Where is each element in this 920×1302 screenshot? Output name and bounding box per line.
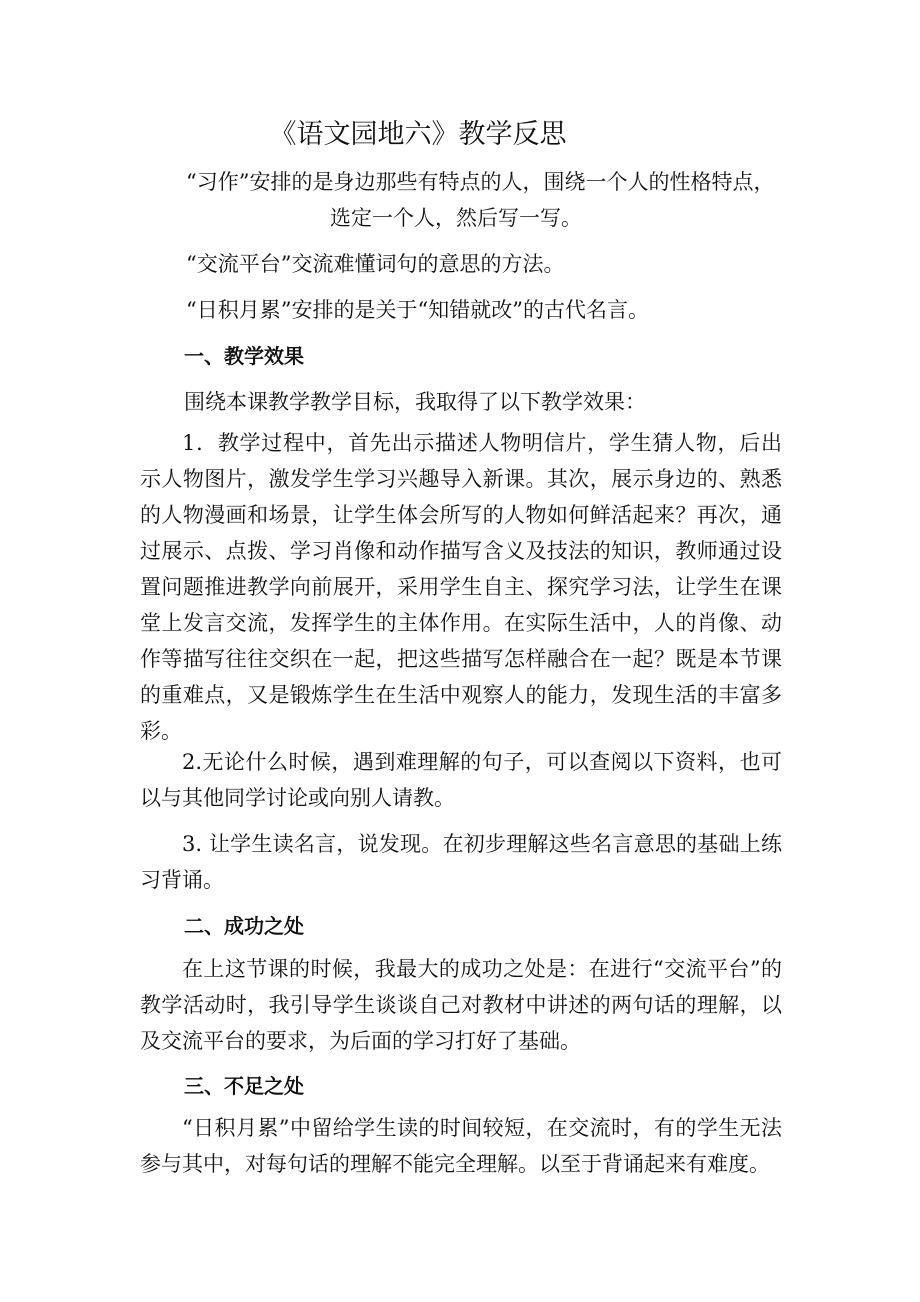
section-3-body: “日积月累”中留给学生读的时间较短，在交流时，有的学生无法参与其中，对每句话的理解不能完全理解。以至于背诵起来有难度。 — [140, 1116, 782, 1176]
paragraph-communication-platform: “交流平台”交流难懂词句的意思的方法。 — [186, 252, 565, 276]
intro-line-1: “习作”安排的是身边那些有特点的人，围绕一个人的性格特点， — [186, 170, 775, 194]
paragraph-daily-accumulation: “日积月累”安排的是关于“知错就改”的古代名言。 — [186, 298, 649, 322]
section-1-item-1: 1．教学过程中，首先出示描述人物明信片，学生猜人物，后出示人物图片，激发学生学习兴趣导入新课。其次，展示身边的、熟悉的人物漫画和场景，让学生体会所写的人物如何鲜活起来？再次，通过展示、点拨、学习肖像和动作描写含义及技法的知识，教师通过设置问题推进教学向前展开，采用学生自主、探究学习法，让学生在课堂上发言交流，发挥学生的主体作用。在实际生活中，人的肖像、动作等描写往往交织在一起，把这些描写怎样融合在一起？既是本节课的重难点，又是锻炼学生在生活中观察人的能力，发现生活的丰富多彩。 — [140, 431, 782, 743]
section-1-intro: 围绕本课教学教学目标，我取得了以下教学效果： — [184, 390, 646, 414]
section-heading-teaching-effect: 一、教学效果 — [184, 344, 304, 368]
section-heading-shortcomings: 三、不足之处 — [184, 1074, 304, 1098]
intro-line-2: 选定一个人，然后写一写。 — [330, 206, 582, 230]
section-heading-successes: 二、成功之处 — [184, 914, 304, 938]
document-title — [0, 112, 920, 151]
section-1-item-3: 3. 让学生读名言，说发现。在初步理解这些名言意思的基础上练习背诵。 — [140, 832, 782, 892]
document-title-text: 《语文园地六》教学反思 — [269, 119, 567, 150]
section-2-body: 在上这节课的时候，我最大的成功之处是：在进行“交流平台”的教学活动时，我引导学生谈谈自己对教材中讲述的两句话的理解，以及交流平台的要求，为后面的学习打好了基础。 — [140, 957, 782, 1053]
section-1-item-2: 2.无论什么时候，遇到难理解的句子，可以查阅以下资料，也可以与其他同学讨论或向别人请教。 — [140, 750, 782, 810]
